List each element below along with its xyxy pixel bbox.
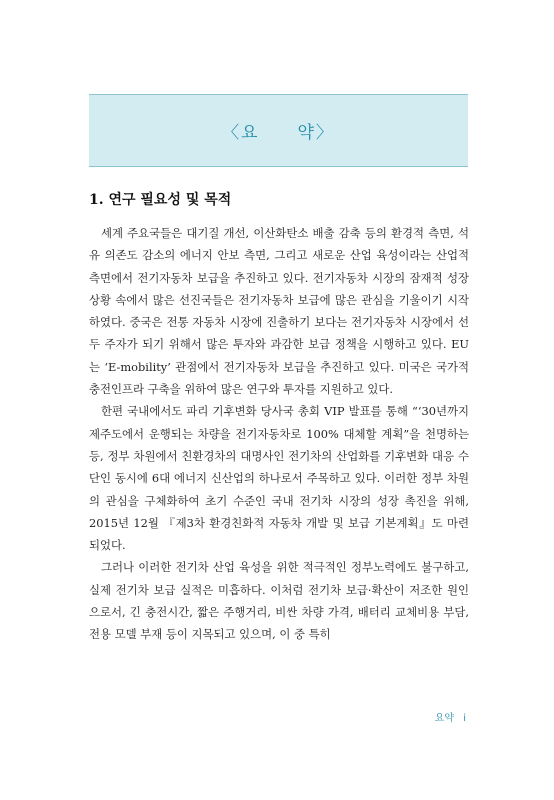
summary-title-box	[89, 94, 468, 167]
footer-label: 요약	[434, 713, 455, 724]
page-number: i	[463, 713, 466, 724]
body-text	[89, 222, 469, 646]
section-heading: 1. 연구 필요성 및 목적	[89, 192, 232, 208]
summary-title: 〈요 약〉	[222, 123, 335, 143]
paragraph-3: 그러나 이러한 전기차 산업 육성을 위한 적극적인 정부노력에도 불구하고, 실제 전기차 보급 실적은 미흡하다. 이처럼 전기차 보급·확산이 저조한 원인으로서, 긴 충전시간, 짧은 주행거리, 비싼 차량 가격, 배터리 교체비용 부담, 전용 모델 부재 등이 지목되고 있으며, 이 중 특히	[89, 560, 469, 642]
paragraph-2: 한편 국내에서도 파리 기후변화 당사국 총회 VIP 발표를 통해 “‘30년까지 제주도에서 운행되는 차량을 전기자동차로 100% 대체할 계획”을 천명하는 등, 정부 차원에서 친환경차의 대명사인 전기차의 산업화를 기후변화 대응 수단인 동시에 6대 에너지 신산업의 하나로서 주목하고 있다. 이러한 정부 차원의 관심을 구체화하여 초기 수준인 국내 전기차 시장의 성장 촉진을 위해, 2015년 12월 『제3차 환경친화적 자동차 개발 및 보급 기본계획』도 마련되었다.	[89, 404, 469, 553]
paragraph-1: 세계 주요국들은 대기질 개선, 이산화탄소 배출 감축 등의 환경적 측면, 석유 의존도 감소의 에너지 안보 측면, 그리고 새로운 산업 육성이라는 산업적 측면에서 전기자동차 보급을 추진하고 있다. 전기자동차 시장의 잠재적 성장 상황 속에서 많은 선진국들은 전기자동차 보급에 많은 관심을 기울이기 시작하였다. 중국은 전통 자동차 시장에 진출하기 보다는 전기자동차 시장에서 선두 주자가 되기 위해서 많은 투자와 과감한 보급 정책을 시행하고 있다. EU는 ‘E-mobility’ 관점에서 전기자동차 보급을 추진하고 있다. 미국은 국가적 충전인프라 구축을 위하여 많은 연구와 투자를 지원하고 있다.	[89, 226, 469, 397]
page-footer	[435, 709, 466, 724]
